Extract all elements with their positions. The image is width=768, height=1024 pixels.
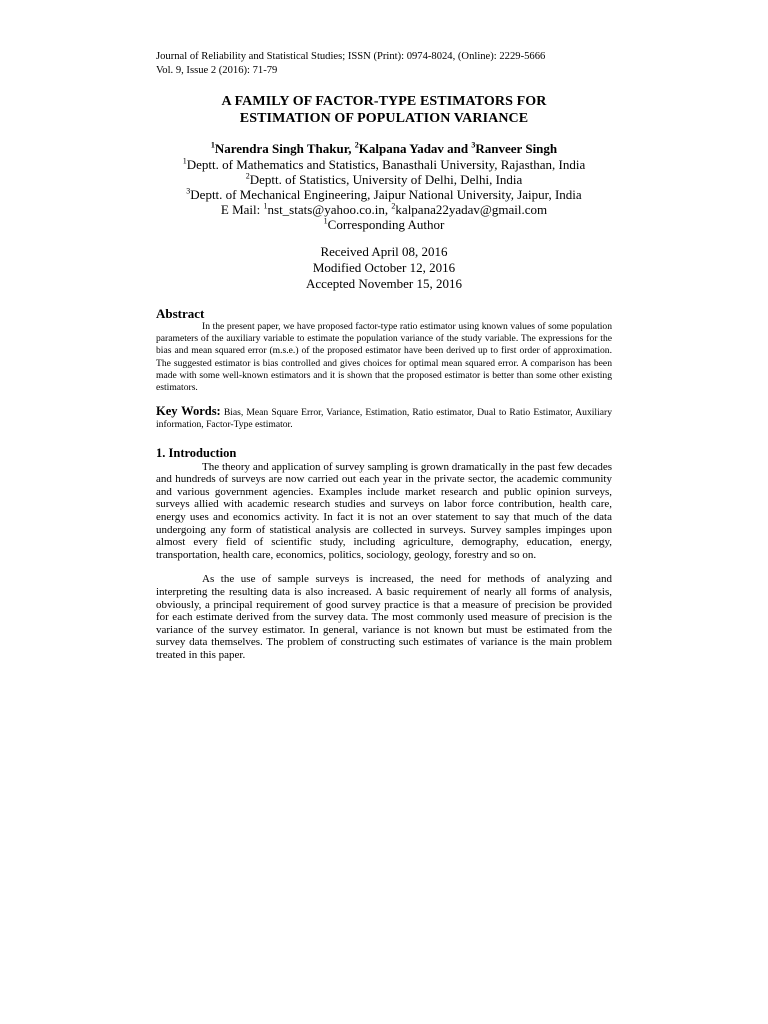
affiliation-1 — [156, 157, 612, 172]
affiliation-3-sup: 3 — [186, 186, 191, 196]
author-2: Kalpana Yadav and — [358, 141, 472, 156]
abstract-heading: Abstract — [156, 306, 205, 321]
journal-line-1: Journal of Reliability and Statistical Studies; ISSN (Print): 0974-8024, (Online): 2229-5666 — [156, 51, 546, 62]
author-3-sup: 3 — [471, 140, 476, 150]
affiliation-1-sup: 1 — [182, 156, 187, 166]
abstract-text: In the present paper, we have proposed factor-type ratio estimator using known values of some population parameters of the auxiliary variable to estimate the population variance of the study variable. The expressions for the bias and mean squared error (m.s.e.) of the proposed estimator have been derived up to first order of approximation. The suggested estimator is bias controlled and gives choices for optimal mean squared error. A comparison has been made with some well-known estimators and it is shown that the proposed estimator is better than some other existing estimators. — [156, 321, 612, 394]
journal-header — [156, 50, 612, 77]
author-3: Ranveer Singh — [475, 141, 558, 156]
corresponding-author — [156, 217, 612, 232]
title-line-2: ESTIMATION OF POPULATION VARIANCE — [239, 111, 529, 126]
journal-line-2: Vol. 9, Issue 2 (2016): 71-79 — [156, 64, 278, 76]
date-modified: Modified October 12, 2016 — [312, 260, 456, 275]
email-2-sup: 2 — [391, 201, 396, 211]
email-1-sup: 1 — [263, 201, 268, 211]
affiliation-3 — [156, 187, 612, 202]
author-1: Narendra Singh Thakur, — [214, 141, 355, 156]
date-received: Received April 08, 2016 — [320, 244, 448, 259]
email-1: nst_stats@yahoo.co.in, — [267, 202, 392, 217]
paper-title — [156, 93, 612, 127]
introduction-paragraph-1: The theory and application of survey sampling is grown dramatically in the past few decades and hundreds of surveys are now carried out each year in the private sector, the academic community and various government agencies. Examples include market research and public opinion surveys, surveys allied with academic research studies and surveys on labor force contribution, health care, energy uses and economics activity. In fact it is not an over statement to say that much of the data undergoing any form of statistical analysis are collected in surveys. Survey samples impinges upon almost every field of scientific study, including agriculture, demography, education, energy, transportation, health care, economics, politics, sociology, geology, forestry and so on. — [156, 460, 612, 561]
keywords-label: Key Words: — [156, 404, 221, 419]
introduction-paragraph-2: As the use of sample surveys is increased, the need for methods of analyzing and interpreting the resulting data is also increased. A basic requirement of nearly all forms of analysis, obviously, a principal requirement of good survey practice is that a measure of precision be provided for each estimate derived from the survey data. The most commonly used measure of precision is the variance of the survey estimator. In general, variance is not known but must be estimated from the survey data themselves. The problem of constructing such estimates of variance is the main problem treated in this paper. — [156, 573, 612, 661]
corresponding-sup: 1 — [323, 216, 328, 226]
title-line-1: A FAMILY OF FACTOR-TYPE ESTIMATORS FOR — [221, 94, 547, 109]
keywords-text: Bias, Mean Square Error, Variance, Estimation, Ratio estimator, Dual to Ratio Estimator, Auxiliary information, Factor-Type estimator. — [156, 407, 612, 431]
paper-page — [156, 50, 612, 662]
dates-block — [156, 244, 612, 292]
introduction-heading: 1. Introduction — [156, 445, 237, 460]
email-2: kalpana22yadav@gmail.com — [395, 202, 548, 217]
corresponding-text: Corresponding Author — [327, 217, 445, 232]
email-prefix: E Mail: — [220, 202, 264, 217]
email-line — [156, 202, 612, 217]
affiliation-2 — [156, 172, 612, 187]
date-accepted: Accepted November 15, 2016 — [306, 276, 462, 291]
keywords — [156, 405, 612, 431]
author-2-sup: 2 — [354, 140, 359, 150]
affiliation-2-sup: 2 — [245, 171, 250, 181]
affiliation-1-text: Deptt. of Mathematics and Statistics, Banasthali University, Rajasthan, India — [186, 157, 586, 172]
author-list — [156, 141, 612, 157]
affiliation-2-text: Deptt. of Statistics, University of Delhi, Delhi, India — [249, 172, 523, 187]
author-1-sup: 1 — [210, 140, 215, 150]
affiliation-3-text: Deptt. of Mechanical Engineering, Jaipur National University, Jaipur, India — [190, 187, 582, 202]
